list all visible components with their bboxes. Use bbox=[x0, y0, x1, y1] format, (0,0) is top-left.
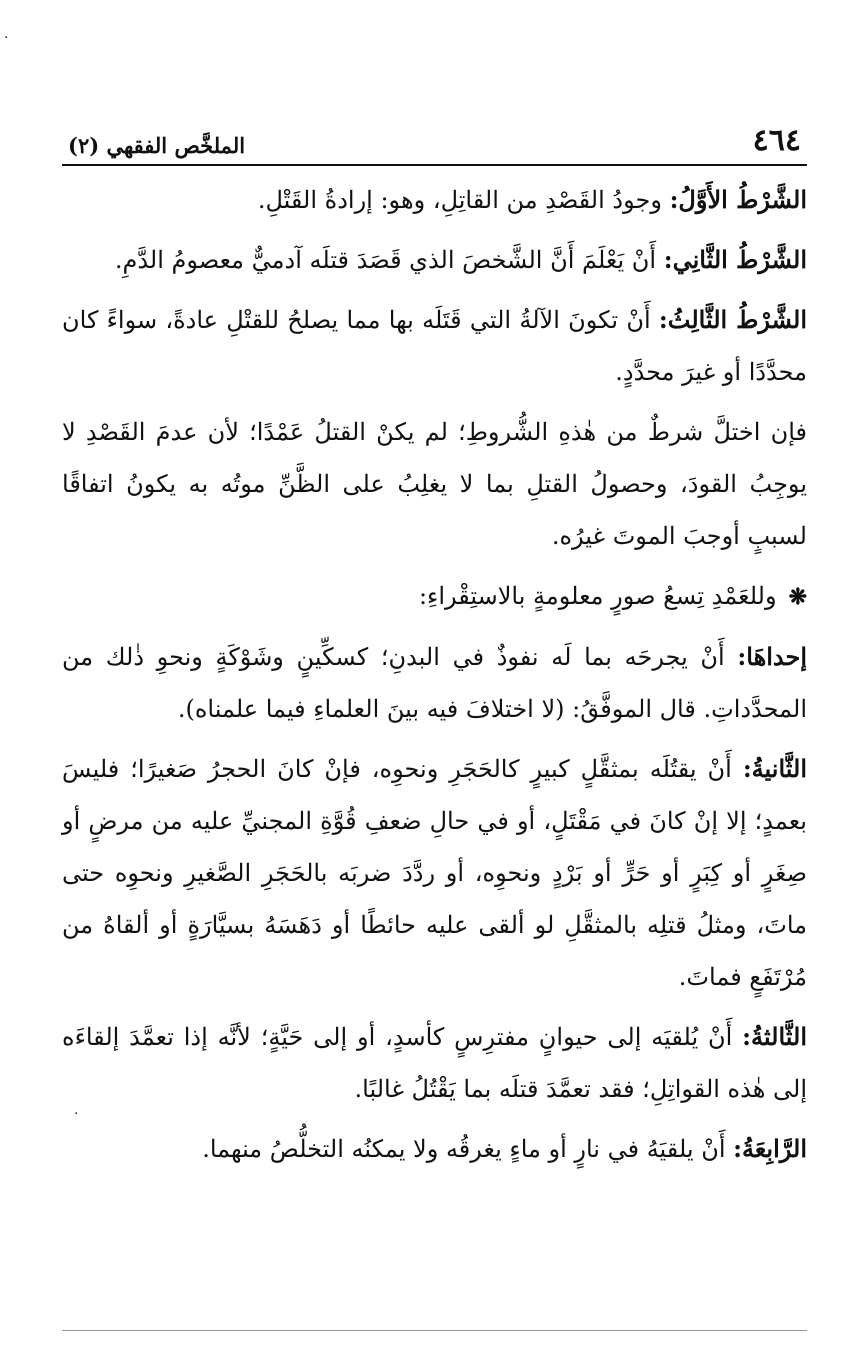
paragraph-text: وللعَمْدِ تِسعُ صورٍ معلومةٍ بالاستِقْراءِ: bbox=[418, 582, 777, 610]
paragraph-form-3 bbox=[62, 1011, 807, 1115]
running-title: الملخَّص الفقهي (٢) bbox=[68, 133, 246, 158]
paragraph-text: أَنْ تكونَ الآلةُ التي قَتَلَه بها مما يصلحُ للقتْلِ عادةً، سواءً كان محدَّدًا أو غيرَ محدَّدٍ. bbox=[62, 306, 807, 386]
paragraph-form-4 bbox=[62, 1123, 807, 1175]
paragraph-heading: الثَّالثةُ: bbox=[742, 1022, 807, 1051]
paragraph-heading: إحداهَا: bbox=[737, 642, 807, 671]
paragraph-condition-1 bbox=[62, 174, 807, 226]
page-number: ٤٦٤ bbox=[752, 123, 801, 158]
paragraph-text: أَنْ يُلقيَه إلى حيوانٍ مفترِسٍ كأسدٍ، أو إلى حَيَّةٍ؛ لأنَّه إذا تعمَّدَ إلقاءَه إلى هٰذه القواتِلِ؛ فقد تعمَّدَ قتلَه بما يَقْتُلُ غالبًا. bbox=[62, 1023, 807, 1103]
paragraph-forms-intro bbox=[62, 570, 807, 623]
paragraph-form-1 bbox=[62, 631, 807, 735]
footer-rule bbox=[62, 1330, 807, 1331]
paragraph-text: أَنْ يقتُلَه بمثقَّلٍ كبيرٍ كالحَجَرِ ونحوِه، فإنْ كانَ الحجرُ صَغيرًا؛ فليسَ بعمدٍ؛ إلا إنْ كانَ في مَقْتَلٍ، أو في حالِ ضعفِ قُوَّةِ المجنيِّ عليه من مرضٍ أو صِغَرٍ أو كِبَرٍ أو حَرٍّ أو بَرْدٍ ونحوِه، أو ردَّدَ ضربَه بالحَجَرِ الصَّغيرِ ونحوِه حتى ماتَ، ومثلُ قتلِه بالمثقَّلِ لو ألقى عليه حائطًا أو دَهَسَهُ بسيَّارَةٍ أو ألقاهُ من مُرْتَفَعٍ فماتَ. bbox=[62, 755, 807, 991]
paragraph-form-2 bbox=[62, 743, 807, 1003]
paragraph-text: فإن اختلَّ شرطٌ من هٰذهِ الشُّروطِ؛ لم يكنْ القتلُ عَمْدًا؛ لأن عدمَ القَصْدِ لا يوجِبُ القودَ، وحصولُ القتلِ بما لا يغلِبُ على الظَّنِّ موتُه به يكونُ اتفاقًا لسببٍ أوجبَ الموتَ غيرُه. bbox=[62, 418, 807, 550]
paragraph-heading: الشَّرْطُ الأَوَّلُ: bbox=[669, 185, 807, 214]
scan-speck: · bbox=[74, 1106, 79, 1122]
paragraph-heading: الثَّانيةُ: bbox=[742, 754, 807, 783]
paragraph-text: أَنْ يجرحَه بما لَه نفوذٌ في البدنِ؛ كسكِّينٍ وشَوْكَةٍ ونحوِ ذٰلك من المحدَّداتِ. قال الموفَّقُ: (لا اختلافَ فيه بينَ العلماءِ فيما علمناه). bbox=[62, 643, 807, 723]
paragraph-condition-3 bbox=[62, 294, 807, 398]
paragraph-breach bbox=[62, 406, 807, 562]
book-page bbox=[62, 118, 807, 1175]
paragraph-text: وجودُ القَصْدِ من القاتِلِ، وهو: إرادةُ القَتْلِ. bbox=[257, 186, 670, 214]
paragraph-heading: الشَّرْطُ الثَّانِي: bbox=[663, 245, 807, 274]
paragraph-text: أَنْ يَعْلَمَ أَنَّ الشَّخصَ الذي قَصَدَ قتلَه آدميٌّ معصومُ الدَّمِ. bbox=[114, 246, 664, 274]
paragraph-heading: الشَّرْطُ الثَّالِثُ: bbox=[658, 305, 807, 334]
paragraph-text: أَنْ يلقيَهُ في نارٍ أو ماءٍ يغرقُه ولا يمكنُه التخلُّصُ منهما. bbox=[202, 1135, 734, 1163]
paragraph-condition-2 bbox=[62, 234, 807, 286]
page-header bbox=[62, 118, 807, 166]
bullet-icon: ❋ bbox=[788, 584, 807, 610]
paragraph-heading: الرَّابِعَةُ: bbox=[733, 1134, 807, 1163]
scan-speck: · bbox=[4, 30, 9, 46]
